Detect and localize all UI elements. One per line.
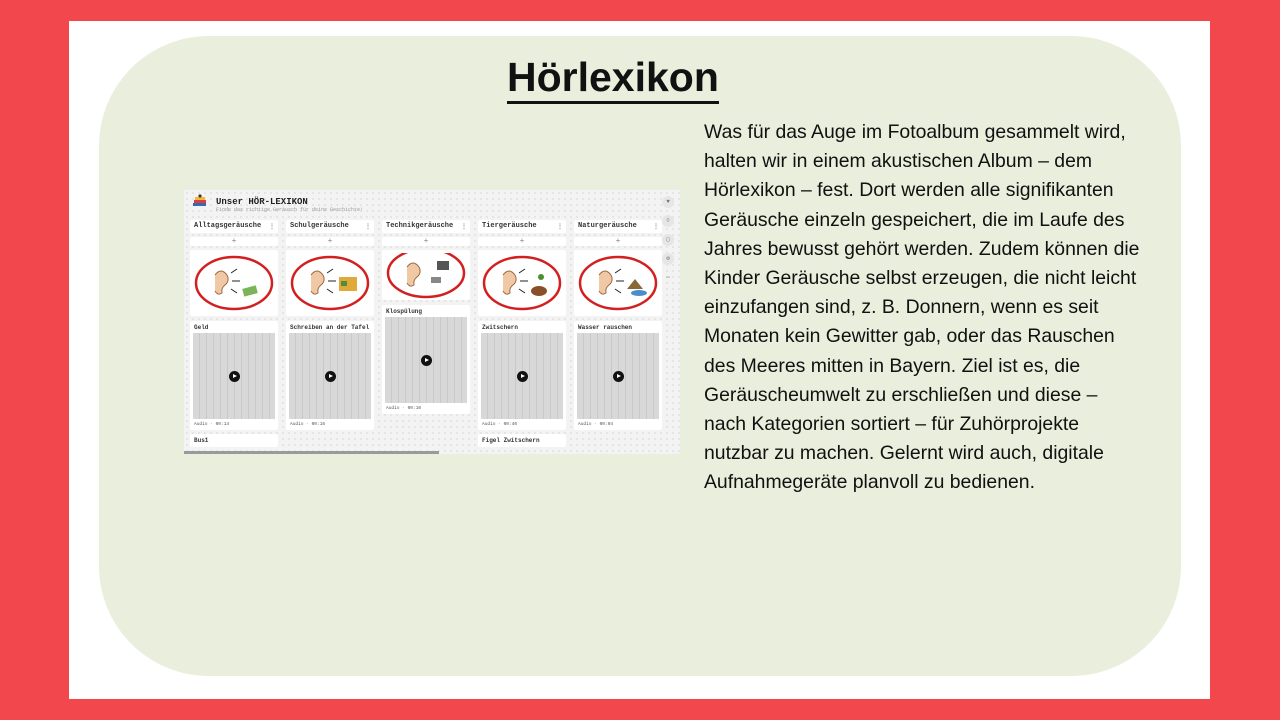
column-menu-icon[interactable]: ⋮	[557, 223, 563, 230]
audio-duration: Audio · 00:10	[386, 406, 422, 411]
column-header	[574, 220, 662, 233]
ear-with-school-icon	[289, 253, 371, 313]
audio-post-card[interactable]	[574, 321, 662, 430]
post-title[interactable]: Figel Zwitschern	[478, 434, 566, 447]
audio-duration: Audio · 00:16	[290, 422, 326, 427]
audio-thumbnail	[577, 333, 659, 419]
play-icon[interactable]	[613, 371, 624, 382]
slide-page	[69, 21, 1210, 699]
add-post-button[interactable]: +	[286, 237, 374, 246]
post-title: Zwitschern	[482, 324, 519, 331]
ear-with-nature-icon	[577, 253, 659, 313]
column-header	[286, 220, 374, 233]
play-icon[interactable]	[229, 371, 240, 382]
audio-duration: Audio · 00:04	[578, 422, 614, 427]
audio-thumbnail	[193, 333, 275, 419]
ear-with-devices-icon	[385, 253, 467, 299]
post-title: Schreiben an der Tafel	[290, 324, 370, 331]
bookmark-icon[interactable]: ◊	[662, 215, 674, 227]
category-image-card[interactable]	[478, 250, 566, 316]
settings-icon[interactable]: ⚙	[662, 253, 674, 265]
audio-duration: Audio · 00:40	[482, 422, 518, 427]
ear-with-money-icon	[193, 253, 275, 313]
column-header	[190, 220, 278, 233]
add-post-button[interactable]: +	[190, 237, 278, 246]
padlet-header	[190, 192, 660, 216]
padlet-title: Unser HÖR-LEXIKON	[216, 197, 308, 207]
audio-post-card[interactable]	[382, 305, 470, 414]
post-title: Geld	[194, 324, 209, 331]
horizontal-scrollbar[interactable]	[184, 451, 439, 454]
category-image-card[interactable]	[574, 250, 662, 316]
padlet-column	[382, 220, 470, 414]
column-menu-icon[interactable]: ⋮	[365, 223, 371, 230]
padlet-column	[286, 220, 374, 430]
column-header	[478, 220, 566, 233]
play-icon[interactable]	[517, 371, 528, 382]
copy-icon[interactable]: ▢	[662, 234, 674, 246]
column-header	[382, 220, 470, 233]
slide-body-text: Was für das Auge im Fotoalbum gesammelt wird, halten wir in einem akustischen Album – dem Hörlexikon – fest. Dort werden alle signifikanten Geräusche einzeln gespeichert, die im Laufe des Jahres bewusst gehört werden. Zudem können die Kinder Geräusche selbst erzeugen, die nicht leicht einzufangen sind, z. B. Donnern, wenn es seit Monaten kein Gewitter gab, oder das Rauschen des Meeres mitten in Bayern. Ziel ist es, die Geräuscheumwelt zu erschließen und diese – nach Kategorien sortiert – für Zuhörprojekte nutzbar zu machen. Gelernt wird auch, digitale Aufnahmegeräte planvoll zu bedienen.	[704, 121, 1140, 494]
padlet-column	[190, 220, 278, 447]
post-title: Klospülung	[386, 308, 423, 315]
play-icon[interactable]	[325, 371, 336, 382]
category-image-card[interactable]	[382, 250, 470, 300]
audio-duration: Audio · 00:14	[194, 422, 230, 427]
column-menu-icon[interactable]: ⋮	[653, 223, 659, 230]
padlet-subtitle: Finde das richtige Geräusch für deine Geschichte!	[216, 207, 364, 213]
audio-thumbnail	[289, 333, 371, 419]
more-icon[interactable]: ⋯	[666, 274, 670, 281]
padlet-column	[478, 220, 566, 447]
padlet-screenshot	[184, 190, 680, 454]
post-title: Wasser rauschen	[578, 324, 633, 331]
column-title: Naturgeräusche	[578, 222, 637, 230]
column-title: Schulgeräusche	[290, 222, 349, 230]
audio-post-card[interactable]	[190, 321, 278, 430]
audio-thumbnail	[385, 317, 467, 403]
ear-with-animals-icon	[481, 253, 563, 313]
padlet-column	[574, 220, 662, 430]
category-image-card[interactable]	[190, 250, 278, 316]
column-title: Alltagsgeräusche	[194, 222, 262, 230]
audio-post-card[interactable]	[286, 321, 374, 430]
play-icon[interactable]	[421, 355, 432, 366]
audio-thumbnail	[481, 333, 563, 419]
add-post-button[interactable]: +	[574, 237, 662, 246]
column-menu-icon[interactable]: ⋮	[461, 223, 467, 230]
add-post-button[interactable]: +	[478, 237, 566, 246]
category-image-card[interactable]	[286, 250, 374, 316]
audio-post-card[interactable]	[478, 321, 566, 430]
add-post-button[interactable]: +	[382, 237, 470, 246]
book-stack-icon	[192, 194, 208, 210]
heart-icon[interactable]: ♥	[662, 196, 674, 208]
padlet-toolbar	[662, 196, 676, 291]
column-title: Technikgeräusche	[386, 222, 454, 230]
slide-title: Hörlexikon	[507, 54, 719, 104]
column-title: Tiergeräusche	[482, 222, 537, 230]
column-menu-icon[interactable]: ⋮	[269, 223, 275, 230]
content-panel	[99, 36, 1181, 676]
post-title[interactable]: Bus1	[190, 434, 278, 447]
